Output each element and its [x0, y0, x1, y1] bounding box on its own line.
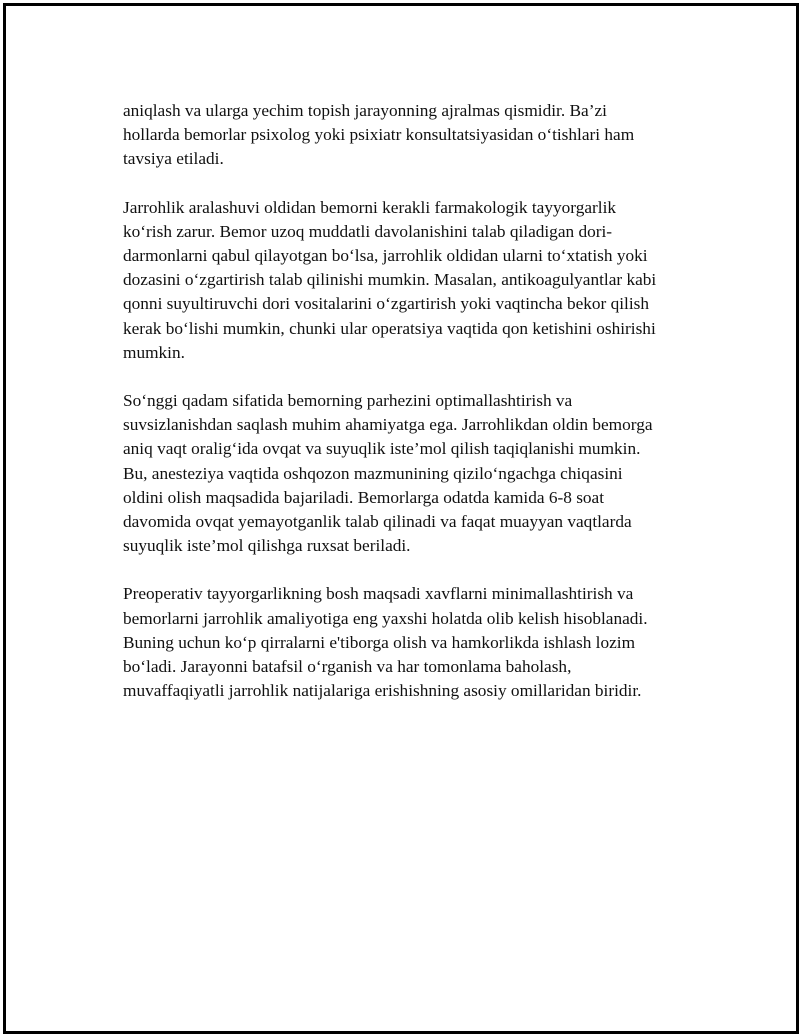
text-line: muvaffaqiyatli jarrohlik natijalariga erishishning asosiy omillaridan biridir. — [123, 681, 642, 701]
text-line: Preoperativ tayyorgarlikning bosh maqsadi xavflarni minimallashtirish va — [123, 584, 634, 604]
text-line: suyuqlik iste’mol qilishga ruxsat beriladi. — [123, 536, 411, 556]
paragraph-3 — [123, 389, 693, 558]
text-line: dozasini o‘zgartirish talab qilinishi mumkin. Masalan, antikoagulyantlar kabi — [123, 270, 657, 290]
paragraph-4 — [123, 582, 693, 703]
page-frame — [3, 3, 799, 1034]
text-line: qonni suyultiruvchi dori vositalarini o‘zgartirish yoki vaqtincha bekor qilish — [123, 294, 650, 314]
text-line: Buning uchun ko‘p qirralarni e'tiborga olish va hamkorlikda ishlash lozim — [123, 632, 636, 652]
document-body — [123, 99, 693, 727]
text-line: mumkin. — [123, 342, 185, 362]
paragraph-1 — [123, 99, 693, 172]
text-line: davomida ovqat yemayotganlik talab qilinadi va faqat muayyan vaqtlarda — [123, 512, 632, 532]
text-line: oldini olish maqsadida bajariladi. Bemorlarga odatda kamida 6-8 soat — [123, 487, 605, 507]
text-line: darmonlarni qabul qilayotgan bo‘lsa, jarrohlik oldidan ularni to‘xtatish yoki — [123, 246, 648, 266]
text-line: kerak bo‘lishi mumkin, chunki ular operatsiya vaqtida qon ketishini oshirishi — [123, 318, 656, 338]
paragraph-2 — [123, 196, 693, 365]
text-line: aniq vaqt oralig‘ida ovqat va suyuqlik iste’mol qilish taqiqlanishi mumkin. — [123, 439, 641, 459]
text-line: bo‘ladi. Jarayonni batafsil o‘rganish va har tomonlama baholash, — [123, 657, 572, 677]
text-line: hollarda bemorlar psixolog yoki psixiatr konsultatsiyasidan o‘tishlari ham — [123, 125, 635, 145]
text-line: tavsiya etiladi. — [123, 149, 224, 169]
text-line: ko‘rish zarur. Bemor uzoq muddatli davolanishini talab qiladigan dori- — [123, 221, 613, 241]
text-line: Bu, anesteziya vaqtida oshqozon mazmunining qizilo‘ngachga chiqasini — [123, 463, 623, 483]
text-line: suvsizlanishdan saqlash muhim ahamiyatga ega. Jarrohlikdan oldin bemorga — [123, 415, 653, 435]
text-line: So‘nggi qadam sifatida bemorning parhezini optimallashtirish va — [123, 391, 573, 411]
text-line: bemorlarni jarrohlik amaliyotiga eng yaxshi holatda olib kelish hisoblanadi. — [123, 608, 648, 628]
text-line: Jarrohlik aralashuvi oldidan bemorni kerakli farmakologik tayyorgarlik — [123, 197, 617, 217]
text-line: aniqlash va ularga yechim topish jarayonning ajralmas qismidir. Ba’zi — [123, 101, 607, 120]
